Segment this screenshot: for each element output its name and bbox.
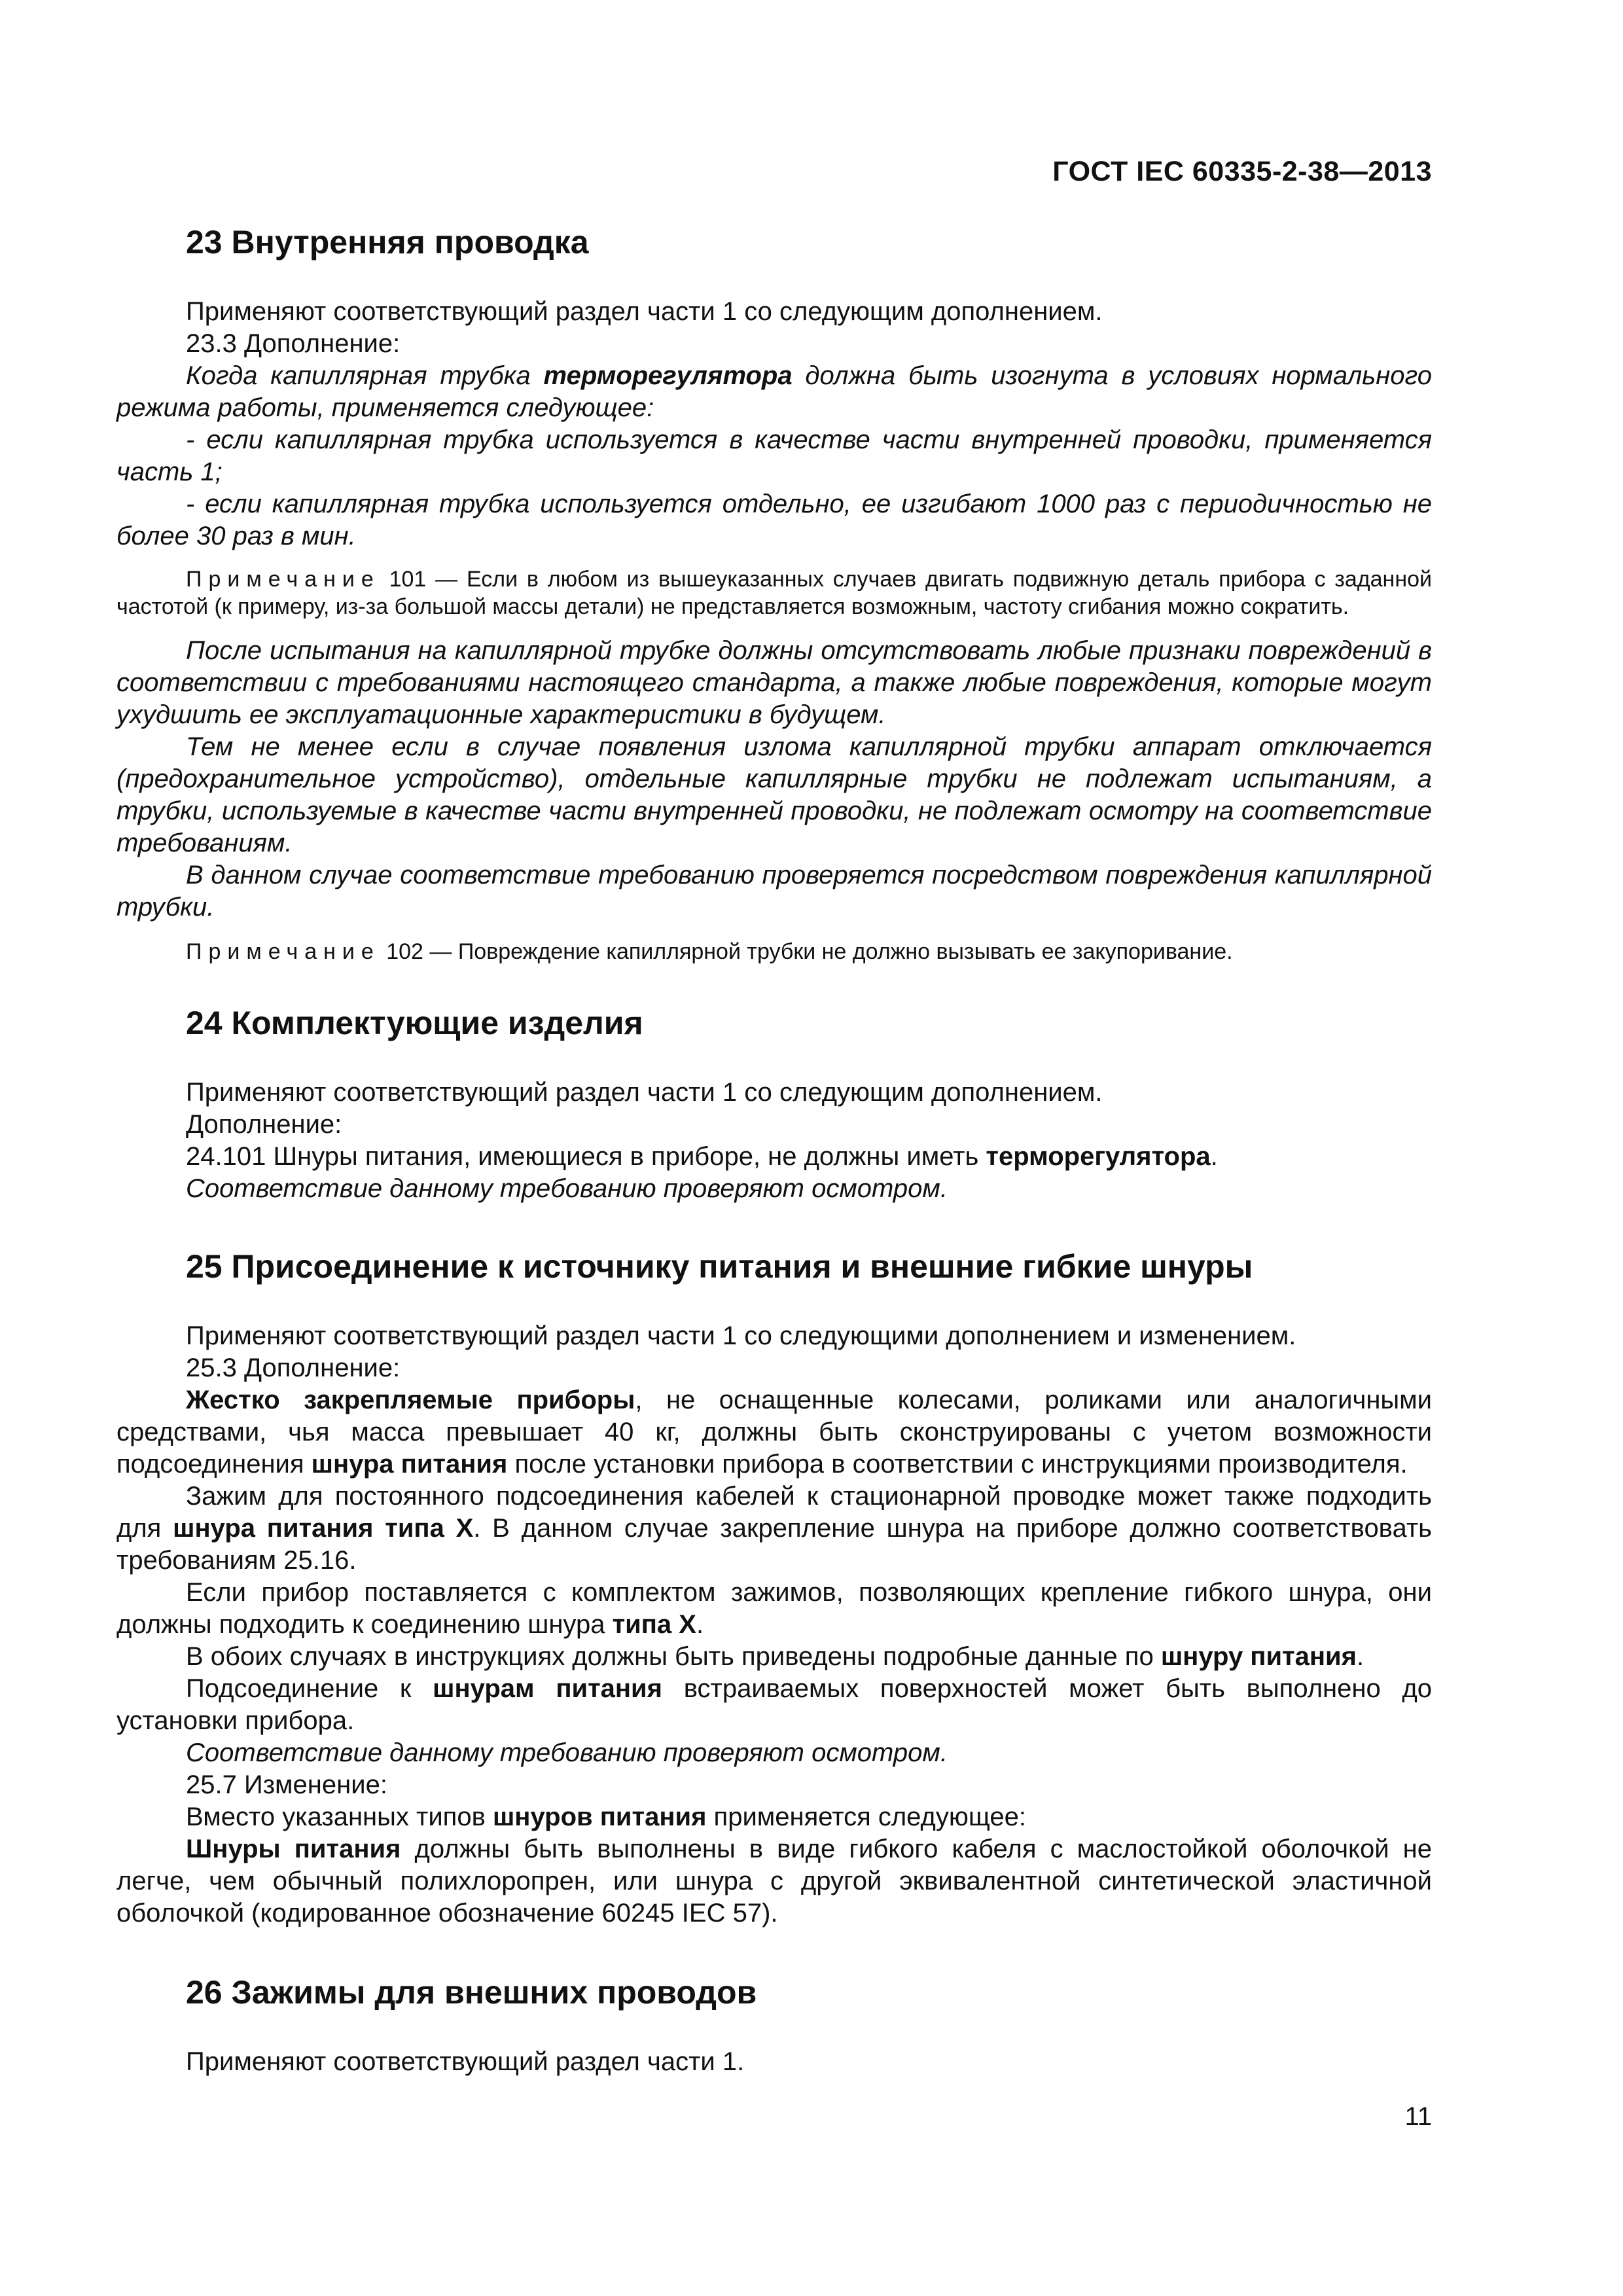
standard-header: ГОСТ IEC 60335-2-38—2013 — [1052, 156, 1432, 187]
paragraph: Шнуры питания должны быть выполнены в виде гибкого кабеля с маслостойкой оболочкой не легче, чем обычный полихлоропрен, или шнура с другой эквивалентной синтетической эластичной оболочкой (кодированное обозначение 60245 IEC 57). — [116, 1835, 1432, 1928]
paragraph: Дополнение: — [186, 1110, 342, 1139]
paragraph: Вместо указанных типов шнуров питания применяется следующее: — [186, 1803, 1026, 1831]
paragraph: 23.3 Дополнение: — [186, 329, 401, 358]
section-24-title: 24 Комплектующие изделия — [186, 1005, 643, 1041]
paragraph: 24.101 Шнуры питания, имеющиеся в приборе, не должны иметь терморегулятора. — [186, 1142, 1218, 1171]
section-25-title: 25 Присоединение к источнику питания и внешние гибкие шнуры — [186, 1248, 1253, 1285]
paragraph: После испытания на капиллярной трубке должны отсутствовать любые признаки повреждений в соответствии с требованиями настоящего стандарта, а также любые повреждения, которые могут ухудшить ее эксплуатационные характеристики в будущем. — [116, 636, 1432, 729]
page-content — [116, 223, 1432, 2078]
paragraph: В данном случае соответствие требованию проверяется посредством повреждения капиллярной трубки. — [116, 861, 1432, 922]
paragraph: 25.7 Изменение: — [186, 1770, 387, 1799]
paragraph: Если прибор поставляется с комплектом зажимов, позволяющих крепление гибкого шнура, они должны подходить к соединению шнура типа X. — [116, 1578, 1432, 1639]
paragraph: В обоих случаях в инструкциях должны быть приведены подробные данные по шнуру питания. — [186, 1642, 1364, 1671]
paragraph: Применяют соответствующий раздел части 1 со следующим дополнением. — [186, 297, 1103, 326]
paragraph: Применяют соответствующий раздел части 1 со следующим дополнением. — [186, 1078, 1103, 1107]
paragraph: Подсоединение к шнурам питания встраиваемых поверхностей может быть выполнено до установки прибора. — [116, 1674, 1432, 1735]
paragraph: Применяют соответствующий раздел части 1. — [186, 2047, 745, 2076]
paragraph: Тем не менее если в случае появления излома капиллярной трубки аппарат отключается (предохранительное устройство), отдельные капиллярные трубки не подлежат испытаниям, а трубки, используемые в качестве части внутренней проводки, не подлежат осмотру на соответствие требованиям. — [116, 732, 1432, 857]
note-102: Примечание 102 — Повреждение капиллярной трубки не должно вызывать ее закупоривание. — [186, 939, 1233, 964]
section-23-title: 23 Внутренняя проводка — [186, 224, 589, 260]
paragraph: Когда капиллярная трубка терморегулятора должна быть изогнута в условиях нормального режима работы, применяется следующее: — [116, 361, 1432, 422]
paragraph: Соответствие данному требованию проверяют осмотром. — [186, 1738, 948, 1767]
paragraph: Соответствие данному требованию проверяют осмотром. — [186, 1174, 948, 1203]
paragraph: 25.3 Дополнение: — [186, 1354, 401, 1382]
list-item: - если капиллярная трубка используется отдельно, ее изгибают 1000 раз с периодичностью не более 30 раз в мин. — [116, 490, 1432, 550]
note-101: Примечание 101 — Если в любом из вышеуказанных случаев двигать подвижную деталь прибора с заданной частотой (к примеру, из-за большой массы детали) не представляется возможным, частоту сгибания можно сократить. — [116, 567, 1432, 619]
paragraph: Жестко закрепляемые приборы, не оснащенные колесами, роликами или аналогичными средствами, чья масса превышает 40 кг, должны быть сконструированы с учетом возможности подсоединения шнура питания после установки прибора в соответствии с инструкциями производителя. — [116, 1386, 1432, 1479]
paragraph: Применяют соответствующий раздел части 1 со следующими дополнением и изменением. — [186, 1321, 1296, 1350]
list-item: - если капиллярная трубка используется в качестве части внутренней проводки, применяется часть 1; — [116, 425, 1432, 486]
page-number: 11 — [1404, 2102, 1432, 2131]
section-26-title: 26 Зажимы для внешних проводов — [186, 1974, 757, 2011]
paragraph: Зажим для постоянного подсоединения кабелей к стационарной проводке может также подходить для шнура питания типа X. В данном случае закрепление шнура на приборе должно соответствовать требованиям 25.16. — [116, 1482, 1433, 1575]
